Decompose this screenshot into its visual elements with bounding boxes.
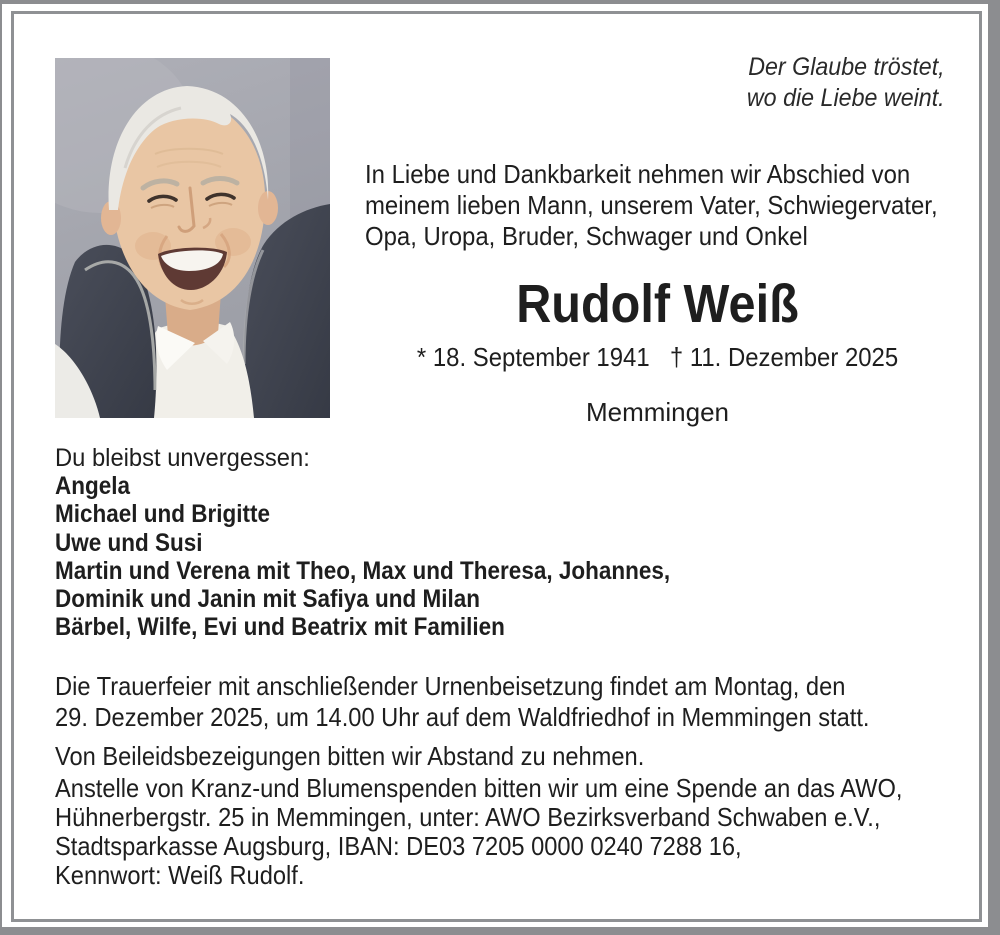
mourner-name: Uwe und Susi [55, 528, 203, 557]
intro-line: Opa, Uropa, Bruder, Schwager und Onkel [365, 221, 808, 251]
mourner-name: Bärbel, Wilfe, Evi und Beatrix mit Familien [55, 613, 505, 642]
condolence-line: Von Beileidsbezeigungen bitten wir Abstand zu nehmen. [55, 741, 645, 771]
obituary-card [2, 4, 988, 927]
portrait-illustration [55, 58, 330, 418]
deceased-name: Rudolf Weiß [516, 274, 799, 334]
intro-paragraph [365, 159, 987, 252]
mourner-name: Dominik und Janin mit Safiya und Milan [55, 585, 481, 614]
remembrance-section [55, 444, 738, 641]
place-name: Memmingen [585, 397, 730, 427]
death-date: † 11. Dezember 2025 [669, 342, 899, 372]
portrait-photo [55, 58, 330, 418]
donation-line: Anstelle von Kranz-und Blumenspenden bitten wir um eine Spende an das AWO, [55, 773, 903, 803]
epigraph-line: wo die Liebe weint. [747, 84, 945, 112]
donation-line: Kennwort: Weiß Rudolf. [55, 860, 305, 890]
funeral-line: 29. Dezember 2025, um 14.00 Uhr auf dem Waldfriedhof in Memmingen statt. [55, 701, 870, 732]
mourner-name: Michael und Brigitte [55, 500, 271, 529]
epigraph-quote [732, 52, 945, 114]
epigraph-line: Der Glaube tröstet, [748, 53, 945, 81]
life-dates [365, 342, 950, 372]
mourner-name: Martin und Verena mit Theo, Max und Theresa, Johannes, [55, 556, 671, 585]
donation-info [55, 774, 986, 890]
donation-line: Stadtsparkasse Augsburg, IBAN: DE03 7205 0000 0240 7288 16, [55, 831, 742, 861]
donation-line: Hühnerbergstr. 25 in Memmingen, unter: AWO Bezirksverband Schwaben e.V., [55, 802, 881, 832]
intro-line: In Liebe und Dankbarkeit nehmen wir Abschied von [365, 159, 911, 189]
intro-line: meinem lieben Mann, unserem Vater, Schwiegervater, [365, 190, 938, 220]
remembrance-heading: Du bleibst unvergessen: [55, 444, 310, 472]
funeral-info [55, 671, 950, 732]
birth-date: * 18. September 1941 [416, 342, 650, 372]
mourner-name: Angela [55, 472, 131, 501]
funeral-line: Die Trauerfeier mit anschließender Urnenbeisetzung findet am Montag, den [55, 671, 846, 701]
condolence-note [55, 741, 703, 772]
